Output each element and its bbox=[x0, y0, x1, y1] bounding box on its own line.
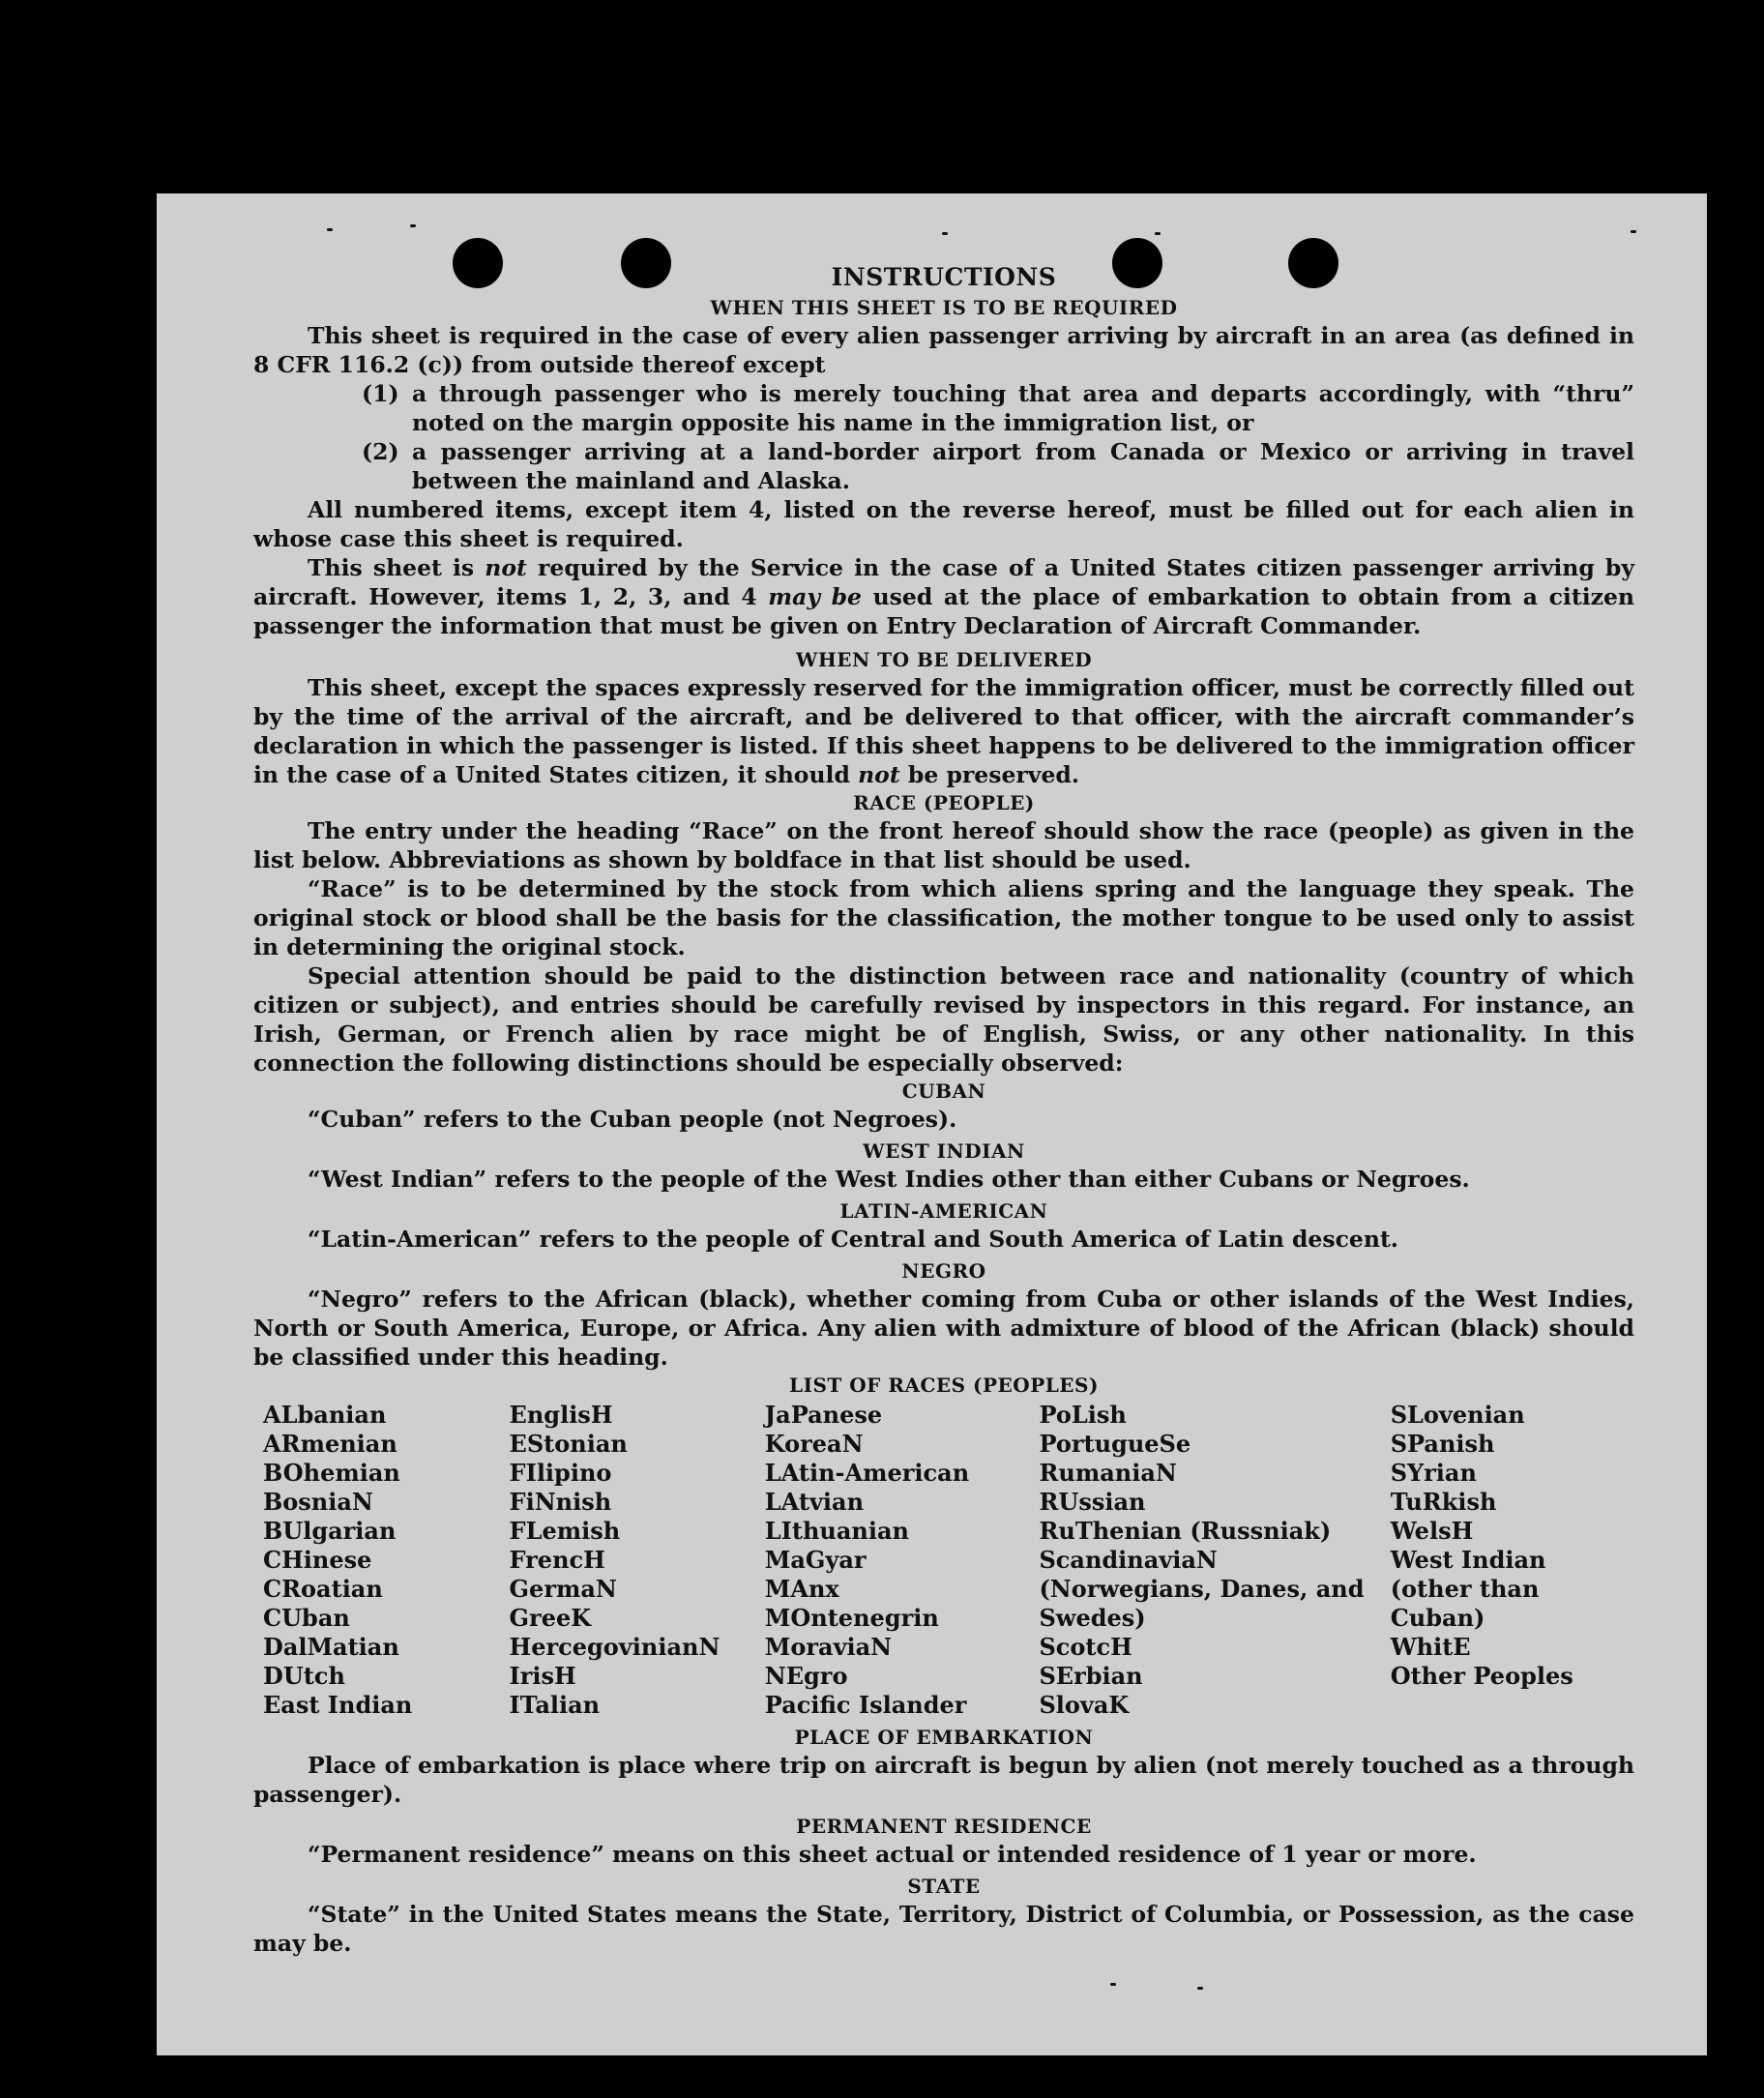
paragraph: All numbered items, except item 4, listed on the reverse hereof, must be filled out for each alien in whose case this sheet is required. bbox=[253, 496, 1634, 552]
race-entry: FrencH bbox=[509, 1546, 605, 1574]
paragraph: Place of embarkation is place where trip on aircraft is begun by alien (not merely touched as a through passenger). bbox=[253, 1752, 1634, 1808]
race-entry: MaGyar bbox=[764, 1546, 867, 1574]
emphasis: not bbox=[858, 761, 900, 788]
race-entry: SErbian bbox=[1039, 1662, 1143, 1690]
section-heading: RACE (PEOPLE) bbox=[853, 791, 1035, 814]
races-column bbox=[510, 1401, 755, 1720]
race-entry: RUssian bbox=[1039, 1488, 1146, 1516]
race-entry: SLovenian bbox=[1390, 1401, 1525, 1429]
race-entry: SYrian bbox=[1390, 1459, 1477, 1487]
race-entry: East Indian bbox=[263, 1691, 413, 1719]
paragraph: “Negro” refers to the African (black), whether coming from Cuba or other islands of the West Indies, North or South America, Europe, or Africa. Any alien with admixture of blood of the African (black) should be classified under this heading. bbox=[253, 1285, 1634, 1371]
race-entry: CHinese bbox=[263, 1546, 372, 1574]
list-item bbox=[362, 379, 1634, 437]
race-entry: RuThenian (Russniak) bbox=[1039, 1517, 1332, 1545]
race-entry: PortugueSe bbox=[1039, 1430, 1191, 1458]
race-entry: LIthuanian bbox=[764, 1517, 909, 1545]
text-run: This sheet is bbox=[308, 554, 485, 581]
paragraph: The entry under the heading “Race” on the front hereof should show the race (people) as given in the list below. Abbreviations as shown by boldface in that list should be used. bbox=[253, 817, 1634, 873]
section-heading: PLACE OF EMBARKATION bbox=[794, 1726, 1094, 1749]
race-entry: DalMatian bbox=[263, 1633, 399, 1661]
race-entry: FIlipino bbox=[509, 1459, 612, 1487]
section-heading: WHEN TO BE DELIVERED bbox=[795, 648, 1093, 671]
race-entry: West Indian (other than Cuban) bbox=[1390, 1546, 1546, 1632]
races-column bbox=[263, 1401, 500, 1720]
races-column bbox=[1039, 1401, 1380, 1720]
emphasis: not bbox=[485, 554, 527, 581]
section-heading: CUBAN bbox=[901, 1079, 986, 1103]
speck bbox=[942, 232, 948, 235]
section-heading: STATE bbox=[907, 1875, 981, 1898]
race-entry: SlovaK bbox=[1039, 1691, 1130, 1719]
race-entry: DUtch bbox=[263, 1662, 345, 1690]
text-run: be preserved. bbox=[899, 761, 1080, 788]
race-entry: BosniaN bbox=[263, 1488, 373, 1516]
race-entry: MAnx bbox=[764, 1575, 839, 1603]
race-entry: LAtin-American bbox=[764, 1459, 970, 1487]
list-item bbox=[362, 437, 1634, 495]
item-number: (1) bbox=[362, 380, 399, 407]
paragraph: Special attention should be paid to the distinction between race and nationality (country of which citizen or subject), and entries should be carefully revised by inspectors in this regard. For instance, an Irish, German, or French alien by race might be of English, Swiss, or any other nationality. In this connection the following distinctions should be especially observed: bbox=[253, 962, 1634, 1077]
race-entry: EnglisH bbox=[509, 1401, 613, 1429]
text-run: This sheet, except the spaces expressly reserved for the immigration officer, must be correctly filled out by the time of the arrival of the aircraft, and be delivered to that officer, with the aircraft commander’s declaration in which the passenger is listed. If this sheet happens to be delivered to the immigration officer in the case of a United States citizen, it should bbox=[253, 674, 1634, 788]
race-entry: Pacific Islander bbox=[764, 1691, 967, 1719]
paragraph: “Cuban” refers to the Cuban people (not Negroes). bbox=[308, 1106, 957, 1133]
race-entry: RumaniaN bbox=[1039, 1459, 1177, 1487]
race-entry: FiNnish bbox=[509, 1488, 612, 1516]
race-entry: BOhemian bbox=[263, 1459, 400, 1487]
speck bbox=[1197, 1987, 1203, 1990]
page-title: INSTRUCTIONS bbox=[831, 263, 1057, 291]
speck bbox=[410, 224, 416, 227]
paragraph bbox=[253, 553, 1634, 640]
race-entry: GreeK bbox=[509, 1604, 592, 1632]
text-run: required by the Service in the case of a United States citizen passenger arriving by aircraft. However, items 1, 2, 3, and 4 bbox=[253, 554, 1634, 610]
race-entry: WhitE bbox=[1390, 1633, 1471, 1661]
races-list bbox=[253, 1401, 1634, 1720]
section-heading: WHEN THIS SHEET IS TO BE REQUIRED bbox=[710, 296, 1178, 319]
race-entry: ITalian bbox=[509, 1691, 601, 1719]
paragraph: “Race” is to be determined by the stock from which aliens spring and the language they speak. The original stock or blood shall be the basis for the classification, the mother tongue to be used only to assist in determining the original stock. bbox=[253, 875, 1634, 960]
race-entry: FLemish bbox=[509, 1517, 621, 1545]
race-entry: GermaN bbox=[509, 1575, 617, 1603]
race-entry: ScandinaviaN (Norwegians, Danes, and Swedes) bbox=[1039, 1546, 1365, 1632]
section-heading: NEGRO bbox=[901, 1259, 986, 1283]
section-heading: LIST OF RACES (PEOPLES) bbox=[789, 1374, 1099, 1397]
race-entry: HercegovinianN bbox=[509, 1633, 720, 1661]
race-entry: MOntenegrin bbox=[764, 1604, 939, 1632]
paragraph: “Permanent residence” means on this sheet actual or intended residence of 1 year or more. bbox=[308, 1841, 1477, 1868]
race-entry: IrisH bbox=[509, 1662, 576, 1690]
text-run: used at the place of embarkation to obtain from a citizen passenger the information that must be given on Entry Declaration of Aircraft Commander. bbox=[253, 583, 1635, 639]
speck bbox=[1631, 230, 1636, 233]
race-entry: EStonian bbox=[509, 1430, 628, 1458]
race-entry: KoreaN bbox=[764, 1430, 864, 1458]
race-entry: BUlgarian bbox=[263, 1517, 397, 1545]
race-entry: JaPanese bbox=[764, 1401, 883, 1429]
race-entry: ARmenian bbox=[263, 1430, 397, 1458]
speck bbox=[327, 228, 333, 231]
section-heading: LATIN-AMERICAN bbox=[839, 1199, 1048, 1223]
race-entry: LAtvian bbox=[764, 1488, 865, 1516]
paragraph: “West Indian” refers to the people of the West Indies other than either Cubans or Negroes. bbox=[308, 1166, 1470, 1193]
paragraph: “State” in the United States means the State, Territory, District of Columbia, or Possession, as the case may be. bbox=[253, 1901, 1634, 1957]
emphasis: may be bbox=[768, 583, 863, 610]
paragraph: This sheet is required in the case of every alien passenger arriving by aircraft in an area (as defined in 8 CFR 116.2 (c)) from outside thereof except bbox=[253, 322, 1634, 378]
item-text: a passenger arriving at a land-border airport from Canada or Mexico or arriving in travel between the mainland and Alaska. bbox=[412, 438, 1634, 494]
race-entry: WelsH bbox=[1390, 1517, 1474, 1545]
race-entry: CRoatian bbox=[263, 1575, 383, 1603]
races-column bbox=[1391, 1401, 1634, 1720]
instructions-content bbox=[253, 263, 1634, 1958]
races-column bbox=[765, 1401, 1030, 1720]
paragraph: “Latin-American” refers to the people of Central and South America of Latin descent. bbox=[308, 1226, 1398, 1253]
speck bbox=[1155, 232, 1161, 235]
race-entry: TuRkish bbox=[1390, 1488, 1497, 1516]
speck bbox=[1110, 1983, 1116, 1986]
section-heading: WEST INDIAN bbox=[863, 1139, 1025, 1163]
race-entry: Other Peoples bbox=[1390, 1662, 1573, 1690]
race-entry: ScotcH bbox=[1039, 1633, 1132, 1661]
paragraph bbox=[253, 673, 1634, 789]
item-number: (2) bbox=[362, 438, 399, 465]
section-heading: PERMANENT RESIDENCE bbox=[796, 1815, 1092, 1838]
document-sheet bbox=[157, 193, 1707, 2055]
race-entry: ALbanian bbox=[263, 1401, 387, 1429]
race-entry: SPanish bbox=[1390, 1430, 1495, 1458]
race-entry: MoraviaN bbox=[764, 1633, 893, 1661]
item-text: a through passenger who is merely touching that area and departs accordingly, with “thru” noted on the margin opposite his name in the immigration list, or bbox=[412, 380, 1634, 436]
race-entry: NEgro bbox=[764, 1662, 848, 1690]
race-entry: CUban bbox=[263, 1604, 350, 1632]
race-entry: PoLish bbox=[1039, 1401, 1127, 1429]
